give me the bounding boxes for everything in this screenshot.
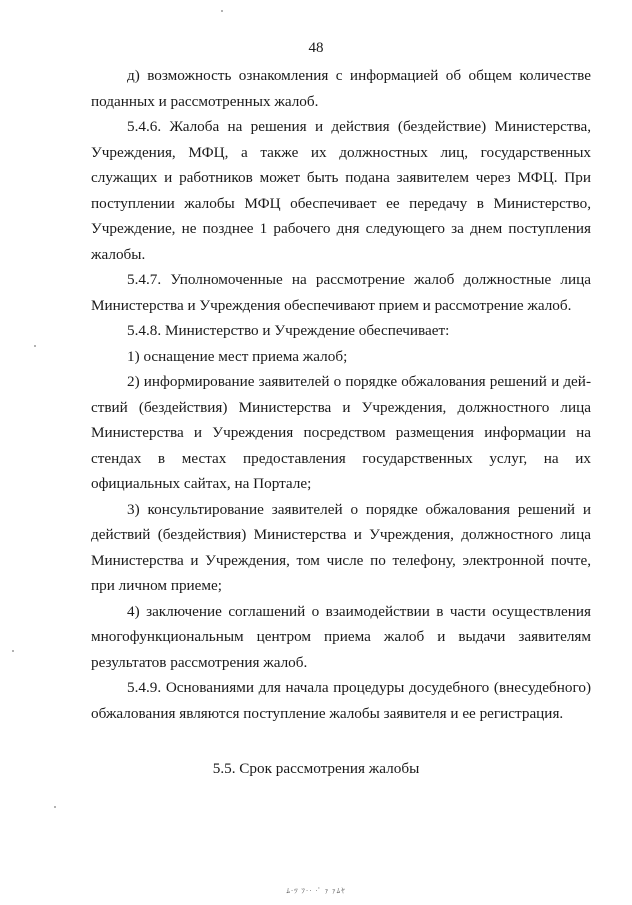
document-body [91,63,591,726]
paragraph-5-4-6: 5.4.6. Жалоба на решения и действия (бездействие) Министерства, Учреждения, МФЦ, а также их должностных лиц, государственных служащих и работников может быть подана заявителем через МФЦ. При поступлении жалобы МФЦ обеспечивает ее передачу в Министерство, Учреждение, не позднее 1 рабочего дня следующего за днем поступления жалобы. [91,118,591,263]
list-item-4: 4) заключение соглашений о взаимодействии в части осуществления многофункциональным центром приема жалоб и выдачи заявителям результатов рассмотрения жалоб. [91,602,591,671]
footer-scan-mark: ﾑ·ﾂ ﾌ·· ·ﾟ ｧ ｧﾑﾔ [286,887,346,895]
paragraph-5-4-8: 5.4.8. Министерство и Учреждение обеспечивает: [127,322,450,339]
page-number: 48 [308,40,324,56]
paragraph-5-4-9: 5.4.9. Основаниями для начала процедуры досудебного (внесудебного) обжалования являются поступление жалобы заявителя и ее регистрация. [91,679,591,722]
paragraph-info-access: д) возможность ознакомления с информацией об общем количестве поданных и рассмотренных жалоб. [91,67,591,110]
list-item-3: 3) консультирование заявителей о порядке обжалования решений и действий (бездействия) Министерства и Учреждения, должностного лица Министерства и Учреждения, том числе по телефону, электронной почте, при личном приеме; [91,500,591,594]
scan-speck [34,345,36,347]
section-heading: 5.5. Срок рассмотрения жалобы [212,760,420,777]
list-item-1: 1) оснащение мест приема жалоб; [127,347,348,365]
list-item-2: 2) информирование заявителей о порядке обжалования решений и действий (бездействия) Министерства и Учреждения, должностного лица Министерства и Учреждения посредством размещения информации на стендах в местах предоставления государственных услуг, на их официальных сайтах, на Портале; [91,373,591,492]
paragraph-5-4-7: 5.4.7. Уполномоченные на рассмотрение жалоб должностные лица Министерства и Учреждения обеспечивают прием и рассмотрение жалоб. [91,271,591,314]
scan-speck [54,806,56,808]
scan-speck [221,10,223,12]
scan-speck [12,650,14,652]
